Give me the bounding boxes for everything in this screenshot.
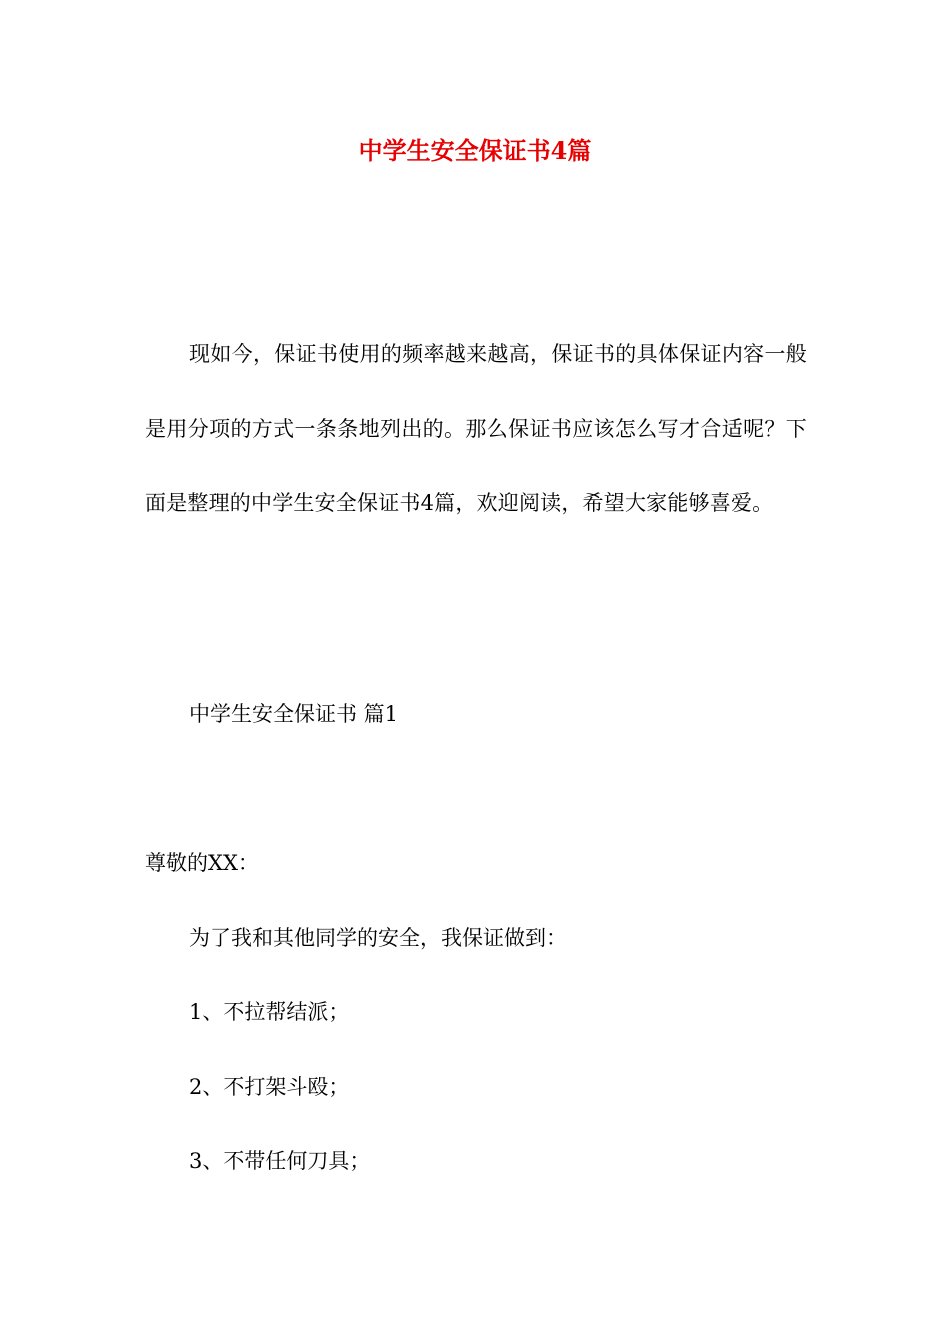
section-title: 中学生安全保证书 篇1 [189,702,399,726]
pledge-item: 3、不带任何刀具； [189,1149,371,1173]
intro-paragraph: 现如今，保证书使用的频率越来越高，保证书的具体保证内容一般是用分项的方式一条条地列出的。那么保证书应该怎么写才合适呢？下面是整理的中学生安全保证书4篇，欢迎阅读，希望大家能够喜爱。 [145,342,807,515]
salutation: 尊敬的XX： [145,851,259,875]
pledge-item: 1、不拉帮结派； [189,1000,350,1024]
document-title: 中学生安全保证书4篇 [358,136,592,165]
pledge-item: 2、不打架斗殴； [189,1075,350,1099]
pledge-intro: 为了我和其他同学的安全，我保证做到： [189,926,567,950]
